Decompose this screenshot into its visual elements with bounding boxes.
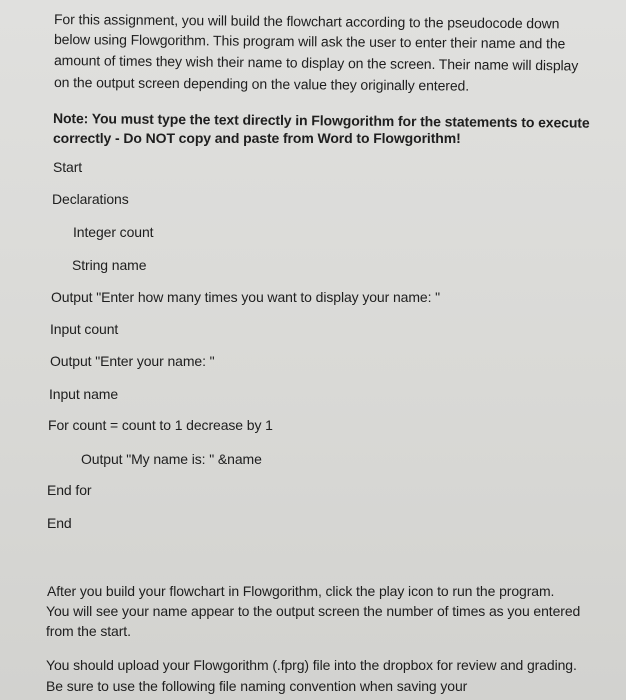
pseudocode-start: Start	[53, 159, 83, 175]
pseudocode-output-name: Output "My name is: " &name	[81, 451, 262, 467]
pseudocode-output-prompt-name: Output "Enter your name: "	[50, 353, 215, 369]
pseudocode-declarations: Declarations	[52, 191, 129, 207]
intro-line-2: below using Flowgorithm. This program will ask the user to enter their name and the	[53, 31, 566, 52]
intro-line-1: For this assignment, you will build the flowchart according to the pseudocode down	[53, 11, 560, 32]
pseudocode-for-loop: For count = count to 1 decrease by 1	[48, 417, 273, 433]
pseudocode-end-for: End for	[47, 482, 92, 498]
pseudocode-end: End	[47, 515, 72, 531]
upload-line-1: You should upload your Flowgorithm (.fprg) file into the dropbox for review and grading.	[46, 657, 577, 673]
upload-line-2: Be sure to use the following file naming convention when saving your	[46, 678, 468, 694]
after-line-1: After you build your flowchart in Flowgorithm, click the play icon to run the program.	[47, 583, 555, 599]
after-line-2: You will see your name appear to the output screen the number of times as you entered	[46, 603, 581, 619]
intro-line-3: amount of times they wish their name to display on the screen. Their name will display	[53, 52, 579, 74]
note-line-2: correctly - Do NOT copy and paste from Word to Flowgorithm!	[53, 130, 461, 146]
after-line-3: from the start.	[46, 623, 131, 639]
pseudocode-output-prompt-count: Output "Enter how many times you want to display your name: "	[51, 289, 441, 305]
pseudocode-input-name: Input name	[49, 386, 119, 402]
pseudocode-string-name: String name	[72, 257, 147, 273]
pseudocode-integer-count: Integer count	[73, 224, 154, 240]
pseudocode-input-count: Input count	[50, 321, 119, 337]
intro-line-4: on the output screen depending on the value they originally entered.	[53, 74, 470, 94]
note-line-1: Note: You must type the text directly in Flowgorithm for the statements to execute	[52, 110, 590, 131]
